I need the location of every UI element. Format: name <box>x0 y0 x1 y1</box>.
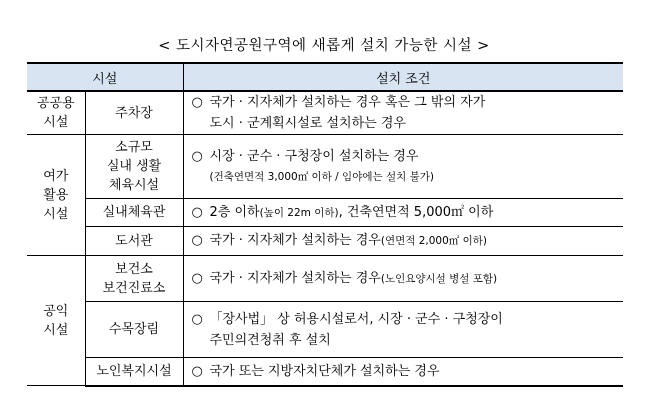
bullet-icon: ○ <box>191 270 203 286</box>
table-row <box>27 227 623 256</box>
table-row <box>27 302 623 358</box>
facility-label: 실내 생활 <box>106 159 162 174</box>
condition-gymnasium <box>183 199 623 227</box>
bullet-icon: ○ <box>191 233 203 248</box>
facility-label: 보건진료소 <box>102 280 166 296</box>
facility-label: 실내체육관 <box>102 205 166 220</box>
table-row <box>27 135 623 199</box>
facility-gymnasium <box>85 199 183 227</box>
bullet-icon: ○ <box>191 148 203 164</box>
condition-note: (높이 22m 이하) <box>259 206 339 219</box>
condition-small-indoor-sports <box>183 135 623 199</box>
condition-text: 국가 · 지자체가 설치하는 경우 <box>209 233 381 248</box>
group-label-line: 여가 <box>43 168 69 184</box>
group-public-interest <box>27 256 85 386</box>
facility-tree-burial <box>85 302 183 358</box>
facility-small-indoor-sports <box>85 135 183 199</box>
bullet-icon: ○ <box>191 95 203 110</box>
condition-note: (건축연면적 3,000㎡ 이하 / 임야에는 설치 불가) <box>209 170 434 183</box>
group-label-line: 시설 <box>43 206 69 222</box>
header-condition: 설치 조건 <box>183 63 623 91</box>
group-label-line: 공익 <box>43 303 69 319</box>
facility-label: 도서관 <box>115 233 153 249</box>
facility-label: 소규모 <box>115 140 153 155</box>
condition-senior-welfare <box>183 358 623 386</box>
facility-label: 수목장림 <box>108 322 160 337</box>
condition-text: 국가 · 지자체가 설치하는 경우 <box>209 270 381 286</box>
table-row <box>27 91 623 135</box>
condition-text: 주민의견청취 후 설치 <box>209 332 331 348</box>
facility-health-center <box>85 256 183 302</box>
facility-label: 주차장 <box>115 105 153 121</box>
group-public-use <box>27 91 85 135</box>
bullet-icon: ○ <box>191 311 203 327</box>
condition-text: , 건축연면적 5,000㎡ 이하 <box>338 204 494 220</box>
bullet-icon: ○ <box>191 204 203 220</box>
table-row <box>27 199 623 227</box>
condition-parking <box>183 91 623 135</box>
facility-senior-welfare <box>85 358 183 386</box>
table-row <box>27 256 623 302</box>
group-label-line: 활용 <box>43 187 69 203</box>
condition-text: 국가 · 지자체가 설치하는 경우 혹은 그 밖의 자가 <box>209 95 486 110</box>
table-row <box>27 358 623 386</box>
facility-table <box>27 62 623 387</box>
group-label-line: 시설 <box>43 322 69 338</box>
facility-label: 체육시설 <box>108 178 160 193</box>
facility-label: 보건소 <box>115 261 153 277</box>
condition-health-center <box>183 256 623 302</box>
table-header-row <box>27 63 623 91</box>
bullet-icon: ○ <box>191 363 203 379</box>
group-label-line: 시설 <box>43 115 69 130</box>
group-label-line: 공공용 <box>36 96 75 111</box>
condition-note: (연면적 2,000㎡ 이하) <box>380 235 488 247</box>
condition-text: 시장 · 군수 · 구청장이 설치하는 경우 <box>209 148 419 164</box>
condition-text: 「장사법」 상 허용시설로서, 시장 · 군수 · 구청장이 <box>209 311 503 327</box>
condition-text: 2층 이하 <box>209 204 260 220</box>
condition-text: 도시 · 군계획시설로 설치하는 경우 <box>209 116 406 131</box>
condition-text: 국가 또는 지방자치단체가 설치하는 경우 <box>209 363 440 379</box>
facility-library <box>85 227 183 256</box>
condition-note: (노인요양시설 병설 포함) <box>380 272 498 285</box>
condition-library <box>183 227 623 256</box>
header-facility: 시설 <box>27 63 183 91</box>
page-title: < 도시자연공원구역에 새롭게 설치 가능한 시설 > <box>158 38 490 54</box>
group-leisure <box>27 135 85 256</box>
facility-label: 노인복지시설 <box>96 363 172 379</box>
facility-parking <box>85 91 183 135</box>
condition-tree-burial <box>183 302 623 358</box>
